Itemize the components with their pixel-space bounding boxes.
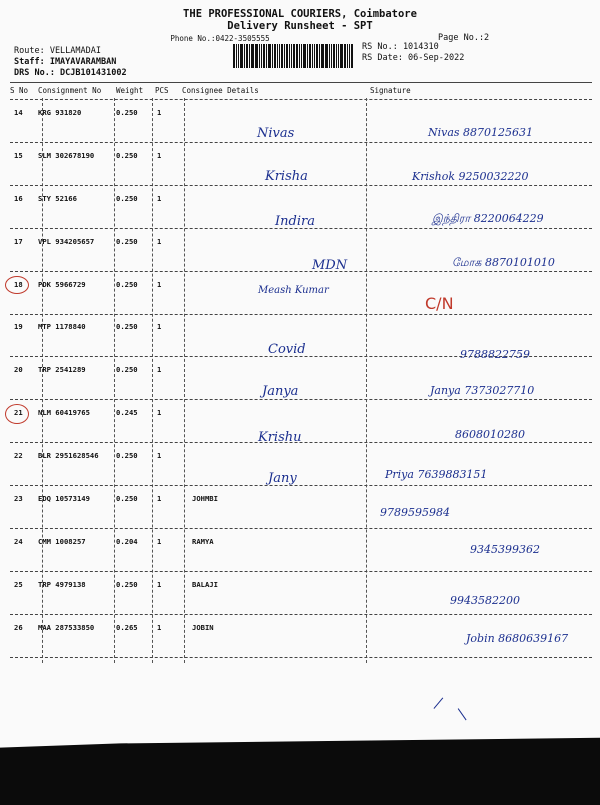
drs-number: DRS No.: DCJB101431002: [14, 68, 127, 78]
barcode-bar: [329, 44, 330, 68]
row-divider: [10, 271, 592, 272]
row-pcs: 1: [157, 108, 162, 117]
header-rule: [10, 82, 592, 83]
row-weight: 0.245: [116, 408, 138, 417]
row-sno: 17: [14, 237, 23, 246]
row-divider: [10, 185, 592, 186]
row-sno: 23: [14, 494, 23, 503]
row-weight: 0.250: [116, 108, 138, 117]
row-pcs: 1: [157, 494, 162, 503]
runsheet-subtitle: Delivery Runsheet - SPT: [227, 20, 373, 32]
barcode-bar: [340, 44, 343, 68]
barcode-bar: [303, 44, 306, 68]
row-divider: [10, 314, 592, 315]
barcode-bar: [299, 44, 300, 68]
barcode-bar: [321, 44, 324, 68]
barcode-bar: [244, 44, 245, 68]
barcode-bar: [284, 44, 285, 68]
row-sno: 22: [14, 451, 23, 460]
phone-number: Phone No.:0422-3505555: [170, 34, 270, 43]
row-consignment: TRP 2541289: [38, 365, 86, 374]
barcode-bar: [251, 44, 252, 68]
barcode-bar: [233, 44, 235, 68]
header-bottom-rule: [10, 99, 592, 100]
row-weight: 0.250: [116, 280, 138, 289]
barcode-bar: [325, 44, 326, 68]
barcode-bar: [331, 44, 332, 68]
row-consignment: CMM 1008257: [38, 537, 86, 546]
row-consignment: EDQ 10573149: [38, 494, 90, 503]
handwritten-signature: Janya 7373027710: [430, 384, 535, 397]
barcode-bar: [312, 44, 313, 68]
row-sno: 18: [14, 280, 23, 289]
row-pcs: 1: [157, 365, 162, 374]
barcode-bar: [326, 44, 328, 68]
row-pcs: 1: [157, 537, 162, 546]
handwritten-signature: Nivas 8870125631: [428, 126, 534, 139]
row-weight: 0.250: [116, 494, 138, 503]
row-consignee: JOBIN: [192, 623, 214, 632]
col-divider: [184, 98, 185, 663]
row-pcs: 1: [157, 237, 162, 246]
barcode-bar: [296, 44, 298, 68]
handwritten-signature: 9943582200: [450, 594, 520, 607]
barcode-bar: [238, 44, 239, 68]
handwritten-signature: மோக 8870101010: [452, 256, 555, 269]
col-sno: S No: [10, 86, 29, 95]
handwritten-signature: 8608010280: [455, 428, 525, 441]
row-pcs: 1: [157, 322, 162, 331]
row-divider: [10, 485, 592, 486]
col-divider: [114, 98, 115, 663]
barcode-bar: [272, 44, 273, 68]
col-signature: Signature: [370, 86, 411, 95]
row-pcs: 1: [157, 151, 162, 160]
col-consignment: Consignment No: [38, 86, 102, 95]
row-pcs: 1: [157, 451, 162, 460]
barcode-bar: [259, 44, 260, 68]
route-label: Route: VELLAMADAI: [14, 46, 101, 56]
row-consignee: BALAJI: [192, 580, 218, 589]
col-weight: Weight: [116, 86, 144, 95]
handwritten-signature: 9788822759: [460, 348, 530, 361]
row-consignment: MAA 287533850: [38, 623, 95, 632]
barcode-bar: [289, 44, 290, 68]
row-pcs: 1: [157, 194, 162, 203]
pen-stroke: [457, 708, 466, 720]
row-consignee: JOHMBI: [192, 494, 218, 503]
row-consignment: BLR 2951628546: [38, 451, 99, 460]
handwritten-name: Nivas: [257, 126, 295, 141]
handwritten-name: Krishu: [258, 430, 302, 445]
runsheet-title: THE PROFESSIONAL COURIERS, Coimbatore: [183, 8, 417, 20]
barcode-bar: [338, 44, 339, 68]
row-consignment: PDK 5966729: [38, 280, 86, 289]
handwritten-signature: Priya 7639883151: [385, 468, 488, 481]
barcode-bar: [333, 44, 335, 68]
rs-number: RS No.: 1014310: [362, 42, 439, 52]
rs-date: RS Date: 06-Sep-2022: [362, 53, 465, 63]
row-weight: 0.250: [116, 194, 138, 203]
row-divider: [10, 142, 592, 143]
barcode-bar: [293, 44, 295, 68]
barcode-bar: [240, 44, 243, 68]
row-consignment: SLM 302678190: [38, 151, 95, 160]
row-divider: [10, 657, 592, 658]
row-divider: [10, 528, 592, 529]
row-sno: 16: [14, 194, 23, 203]
handwritten-signature: Jobin 8680639167: [466, 632, 569, 645]
barcode-bar: [268, 44, 271, 68]
page-number: Page No.:2: [438, 33, 490, 43]
row-divider: [10, 399, 592, 400]
row-weight: 0.204: [116, 537, 138, 546]
handwritten-name: Indira: [275, 214, 315, 229]
handwritten-signature: 9789595984: [380, 506, 450, 519]
row-pcs: 1: [157, 623, 162, 632]
staff-label: Staff: IMAYAVARAMBAN: [14, 57, 117, 67]
row-sno: 19: [14, 322, 23, 331]
row-weight: 0.250: [116, 237, 138, 246]
barcode-bar: [266, 44, 267, 68]
barcode: [233, 44, 353, 68]
barcode-bar: [347, 44, 348, 68]
row-weight: 0.265: [116, 623, 138, 632]
col-pcs: PCS: [155, 86, 169, 95]
row-weight: 0.250: [116, 151, 138, 160]
barcode-bar: [255, 44, 258, 68]
row-sno: 20: [14, 365, 23, 374]
row-pcs: 1: [157, 408, 162, 417]
row-sno: 26: [14, 623, 23, 632]
barcode-bar: [261, 44, 262, 68]
barcode-bar: [246, 44, 248, 68]
barcode-bar: [249, 44, 250, 68]
row-consignment: VPL 934205657: [38, 237, 95, 246]
handwritten-name: Jany: [268, 471, 297, 486]
row-sno: 21: [14, 408, 23, 417]
barcode-bar: [236, 44, 237, 68]
row-weight: 0.250: [116, 451, 138, 460]
barcode-bar: [252, 44, 254, 68]
barcode-bar: [336, 44, 337, 68]
col-divider: [42, 98, 43, 663]
barcode-bar: [309, 44, 311, 68]
barcode-bar: [291, 44, 292, 68]
row-divider: [10, 614, 592, 615]
handwritten-name: Janya: [262, 384, 299, 399]
barcode-bar: [351, 44, 353, 68]
handwritten-name: MDN: [312, 258, 348, 273]
row-sno: 14: [14, 108, 23, 117]
row-sno: 15: [14, 151, 23, 160]
barcode-bar: [344, 44, 346, 68]
handwritten-name: Covid: [268, 342, 306, 357]
barcode-bar: [277, 44, 278, 68]
row-weight: 0.250: [116, 365, 138, 374]
scan-shadow: [0, 735, 600, 805]
row-sno: 25: [14, 580, 23, 589]
row-pcs: 1: [157, 580, 162, 589]
row-weight: 0.250: [116, 322, 138, 331]
barcode-bar: [286, 44, 289, 68]
row-consignment: NLM 60419765: [38, 408, 90, 417]
row-sno: 24: [14, 537, 23, 546]
cn-annotation: C/N: [425, 294, 454, 313]
barcode-bar: [316, 44, 318, 68]
red-circle-mark: [5, 404, 29, 424]
col-divider: [152, 98, 153, 663]
barcode-bar: [281, 44, 283, 68]
barcode-bar: [274, 44, 276, 68]
handwritten-signature: 9345399362: [470, 543, 540, 556]
row-consignment: STY 52166: [38, 194, 77, 203]
row-consignment: KRG 931820: [38, 108, 82, 117]
row-weight: 0.250: [116, 580, 138, 589]
barcode-bar: [349, 44, 350, 68]
column-headers: [10, 86, 590, 98]
barcode-bar: [301, 44, 302, 68]
row-consignee: RAMYA: [192, 537, 214, 546]
barcode-bar: [307, 44, 308, 68]
handwritten-name: Meash Kumar: [258, 285, 329, 296]
barcode-bar: [319, 44, 320, 68]
row-divider: [10, 571, 592, 572]
handwritten-signature: Krishok 9250032220: [412, 170, 529, 183]
pen-stroke: [434, 698, 444, 710]
row-pcs: 1: [157, 280, 162, 289]
col-divider: [366, 98, 367, 663]
handwritten-name: Krisha: [265, 169, 308, 184]
row-consignment: MTP 1178840: [38, 322, 86, 331]
row-consignment: TRP 4979138: [38, 580, 86, 589]
barcode-bar: [263, 44, 265, 68]
handwritten-signature: இந்திரா 8220064229: [432, 212, 544, 225]
red-circle-mark: [5, 276, 29, 294]
col-consignee: Consignee Details: [182, 86, 259, 95]
barcode-bar: [314, 44, 315, 68]
barcode-bar: [279, 44, 280, 68]
